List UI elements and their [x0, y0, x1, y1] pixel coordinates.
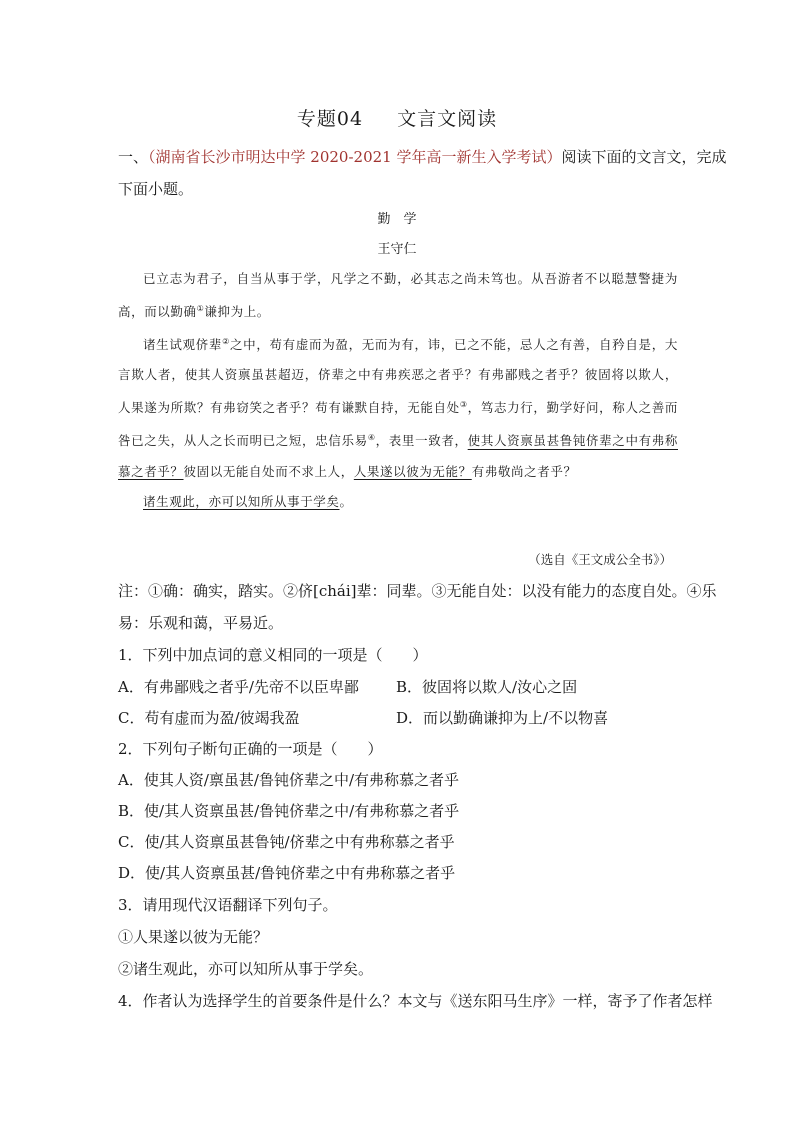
- page-title: [0, 104, 794, 131]
- notes-line-1: 注：①确：确实，踏实。②侪[chái]辈：同辈。③无能自处：以没有能力的态度自处。④乐: [118, 582, 717, 600]
- question-1-option-d: D．而以勤确谦抑为上/不以物喜: [396, 709, 609, 727]
- section-instruction: 阅读下面的文言文，完成: [561, 148, 727, 166]
- passage-paragraph-3: 诸生观此，亦可以知所从事于学矣。: [143, 493, 353, 509]
- notes-line-2: 易：乐观和蔼，平易近。: [118, 614, 284, 632]
- section-instruction-cont: 下面小题。: [118, 180, 194, 198]
- section-number: 一、: [118, 148, 149, 166]
- footnote-marker: ④: [367, 433, 376, 443]
- footnote-marker: ①: [196, 304, 205, 313]
- footnote-marker: ②: [222, 337, 230, 347]
- footnote-marker: ③: [459, 400, 468, 410]
- question-2-option-d: D．使/其人资禀虽甚/鲁钝侪辈之中有弗称慕之者乎: [118, 864, 456, 882]
- question-4: 4．作者认为选择学生的首要条件是什么？本文与《送东阳马生序》一样，寄予了作者怎样: [118, 992, 713, 1010]
- underlined-sentence-3: 诸生观此，亦可以知所从事于学矣: [143, 493, 340, 509]
- section-heading: [118, 146, 727, 167]
- section-source: （湖南省长沙市明达中学 2020-2021 学年高一新生入学考试）: [148, 148, 562, 166]
- question-3-item-2: ②诸生观此，亦可以知所从事于学矣。: [118, 960, 374, 978]
- underlined-sentence-1: 使其人资禀: [467, 433, 534, 449]
- underlined-sentence-1b: 虽甚鲁钝侪辈之中有弗称慕之者乎？: [118, 433, 678, 479]
- passage-paragraph-1: 已立志为君子，自当从事于学，凡学之不勤，必其志之尚未笃也。从吾游者不以聪慧警捷为高，而以勤确①谦抑为上。: [118, 271, 678, 320]
- question-2-option-c: C．使/其人资禀虽甚鲁钝/侪辈之中有弗称慕之者乎: [118, 833, 455, 851]
- question-2-option-a: A．使其人资/禀虽甚/鲁钝侪辈之中/有弗称慕之者乎: [118, 771, 459, 789]
- passage-source: （选自《王文成公全书》）: [528, 552, 672, 567]
- passage-paragraph-2: 诸生试观侪辈②之中，苟有虚而为盈，无而为有，讳，已之不能，忌人之有善，自矜自是，大言欺人者，使其人资禀虽甚超迈，侪辈之中有弗疾恶之者乎？有弗鄙贱之者乎？彼固将以欺人，人果遂为所欺？有弗窃笑之者乎？苟有谦默自持，无能自处③，笃志力行，勤学好问，称人之善而咎已之失，从人之长而明已之短，忠信乐易④，表里一致者，使其人资禀虽甚鲁钝侪辈之中有弗称慕之者乎？彼固以无能自处而不求上人，人果遂以彼为无能？有弗敬尚之者乎？: [118, 337, 678, 479]
- question-2: 2．下列句子断句正确的一项是（ ）: [118, 740, 383, 758]
- question-3-item-1: ①人果遂以彼为无能？: [118, 928, 269, 946]
- question-1: 1．下列中加点词的意义相同的一项是（ ）: [118, 646, 428, 664]
- title-topic: 专题04: [296, 108, 364, 130]
- question-1-option-a: A．有弗鄙贱之者乎/先帝不以臣卑鄙: [118, 678, 359, 696]
- passage-title: 勤 学: [377, 212, 417, 227]
- underlined-sentence-2: 人果遂以彼为无能？: [353, 463, 472, 479]
- passage-author: 王守仁: [377, 242, 417, 257]
- question-2-option-b: B．使/其人资禀虽甚/鲁钝侪辈之中/有弗称慕之者乎: [118, 802, 460, 820]
- passage-body: [118, 264, 678, 517]
- title-subject: 文言文阅读: [397, 108, 498, 130]
- question-3: 3．请用现代汉语翻译下列句子。: [118, 896, 338, 914]
- question-1-option-c: C．苟有虚而为盈/彼竭我盈: [118, 709, 300, 727]
- question-1-option-b: B．彼固将以欺人/汝心之固: [396, 678, 578, 696]
